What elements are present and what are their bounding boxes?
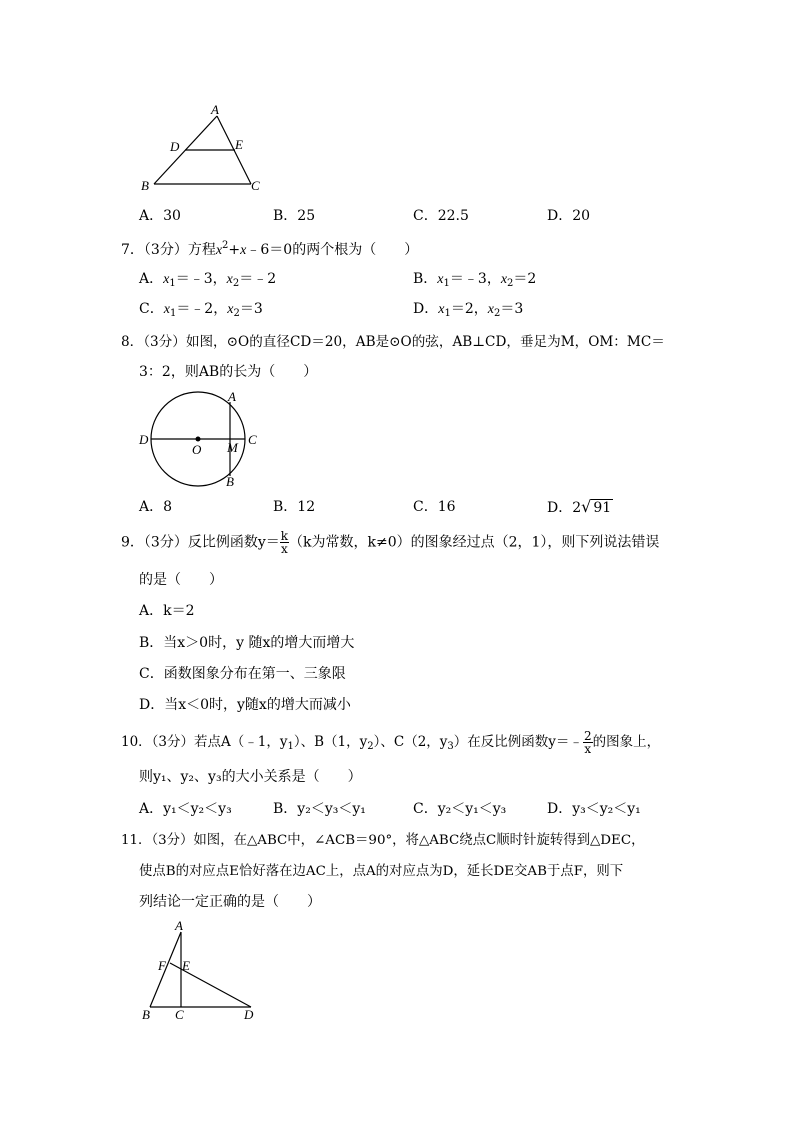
q10-option-c: C．y₂＜y₁＜y₃: [413, 801, 507, 817]
q8-option-a: A．8: [139, 499, 173, 515]
q9-option-d: D．当x＜0时，y随x的增大而减小: [139, 697, 351, 713]
q7-option-c: C．$x_1=﹣2$，$x_2=3$: [139, 301, 263, 319]
label-A: A: [211, 102, 219, 117]
q10-option-d: D．y₃＜y₂＜y₁: [547, 801, 641, 817]
q11-question-line2: 使点B的对应点E恰好落在边AC上，点A的对应点为D，延长DE交AB于点F，则下: [139, 864, 624, 879]
q9-option-c: C．函数图象分布在第一、三象限: [139, 666, 346, 682]
figure-triangle-de-bc: [138, 100, 268, 195]
q10-option-a: A．y₁＜y₂＜y₃: [139, 801, 232, 817]
q8-option-c: C．16: [413, 499, 456, 515]
q9-option-a: A．k＝2: [139, 603, 195, 619]
q8-option-d: D．2√ 91: [547, 497, 612, 516]
label-D: D: [139, 432, 149, 447]
label-O: O: [192, 442, 202, 457]
label-C: C: [248, 432, 257, 447]
q7-option-b: B．$x_1=﹣3$，$x_2=2$: [413, 271, 537, 289]
q8-option-b: B．12: [273, 499, 316, 515]
q11-question-line3: 列结论一定正确的是（ ）: [139, 894, 321, 910]
q9-question-line2: 的是（ ）: [139, 572, 223, 588]
q10-question-line1: 10．（3分）若点A（﹣1，$y_1$）、B（1，$y_2$）、C（2，$y_3$）在反比例函数y＝﹣ $\frac{2}{x}$ 的图象上，: [121, 729, 661, 756]
q9-option-b: B．当x＞0时，y 随x的增大而增大: [139, 635, 355, 651]
label-A: A: [175, 918, 183, 933]
figure-rotated-triangle: [135, 918, 265, 1023]
q11-question-line1: 11．（3分）如图，在△ABC中，∠ACB＝90°，将△ABC绕点C顺时针旋转得到△DEC，: [121, 833, 645, 848]
label-F: F: [158, 958, 166, 973]
q6-option-a: A．30: [139, 208, 181, 224]
label-C: C: [251, 178, 260, 193]
label-B: B: [226, 474, 234, 489]
label-C: C: [175, 1007, 184, 1022]
figure-circle: [135, 388, 265, 493]
q7-question: 7．（3分）方程$x^2+x﹣6=0$的两个根为（ ）: [121, 240, 419, 258]
q7-option-a: A．$x_1=﹣3$，$x_2=﹣2$: [139, 271, 277, 289]
q6-option-d: D．20: [547, 208, 591, 224]
q8-question-line1: 8．（3分）如图，⊙O的直径CD＝20，AB是⊙O的弦，AB⊥CD，垂足为M，OM：MC＝: [121, 334, 665, 350]
q7-option-d: D．$x_1=2$，$x_2=3$: [413, 301, 524, 319]
label-B: B: [141, 178, 149, 193]
label-M: M: [227, 440, 238, 455]
label-A: A: [228, 389, 236, 404]
label-E: E: [182, 958, 190, 973]
q8-question-line2: 3：2，则AB的长为（ ）: [139, 364, 318, 380]
q6-option-b: B．25: [273, 208, 316, 224]
q10-question-line2: 则y₁、y₂、y₃的大小关系是（ ）: [139, 769, 362, 785]
label-B: B: [142, 1007, 150, 1022]
q6-option-c: C．22.5: [413, 208, 469, 224]
label-D: D: [170, 139, 180, 154]
q9-question-line1: 9．（3分）反比例函数y＝ $\frac{k}{x}$ （k为常数，k≠0）的图象经过点（2，1），则下列说法错误: [121, 529, 660, 556]
label-E: E: [235, 137, 243, 152]
q10-option-b: B．y₂＜y₃＜y₁: [273, 801, 366, 817]
label-D: D: [244, 1007, 254, 1022]
